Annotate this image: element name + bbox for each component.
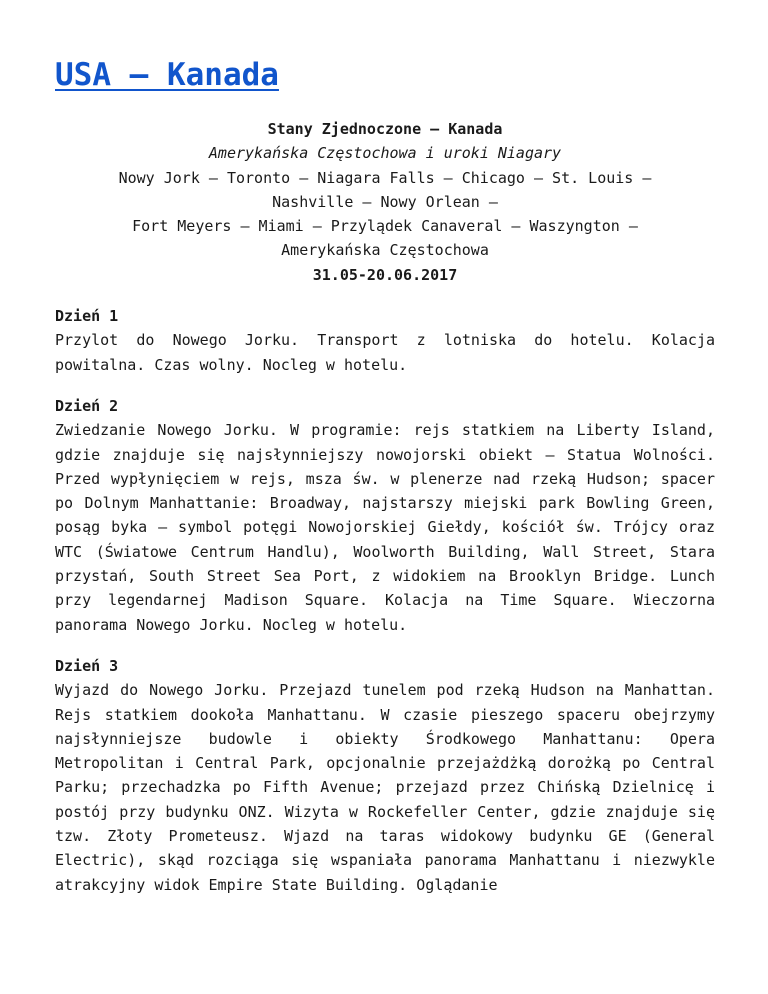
day-title: Dzień 2: [55, 396, 119, 415]
day-title: Dzień 3: [55, 656, 119, 675]
day-section: [55, 304, 715, 377]
day-title: Dzień 1: [55, 307, 119, 326]
document-page: [55, 0, 715, 897]
trip-subtitle: Amerykańska Częstochowa i uroki Niagary: [208, 144, 562, 163]
day-section: [55, 654, 715, 897]
day-description: Zwiedzanie Nowego Jorku. W programie: rejs statkiem na Liberty Island, gdzie znajduje się najsłynniejszy nowojorski obiekt – Statua Wolności. Przed wypłynięciem w rejs, msza św. w plenerze nad rzeką Hudson; spacer po Dolnym Manhattanie: Broadway, najstarszy miejski park Bowling Green, posąg byka – symbol potęgi Nowojorskiej Giełdy, kościół św. Trójcy oraz WTC (Światowe Centrum Handlu), Woolworth Building, Wall Street, Stara przystań, South Street Sea Port, z widokiem na Brooklyn Bridge. Lunch przy legendarnej Madison Square. Kolacja na Time Square. Wieczorna panorama Nowego Jorku. Nocleg w hotelu.: [55, 421, 715, 634]
trip-header: [55, 117, 715, 287]
trip-heading: Stany Zjednoczone – Kanada: [267, 120, 503, 138]
route-line: Amerykańska Częstochowa: [281, 241, 489, 260]
page-title-link[interactable]: USA – Kanada: [55, 57, 279, 93]
route-line: Fort Meyers – Miami – Przylądek Canaveral – Waszyngton –: [132, 217, 638, 236]
day-description: Przylot do Nowego Jorku. Transport z lotniska do hotelu. Kolacja powitalna. Czas wolny. Nocleg w hotelu.: [55, 331, 715, 374]
day-section: [55, 394, 715, 637]
day-description: Wyjazd do Nowego Jorku. Przejazd tunelem pod rzeką Hudson na Manhattan. Rejs statkiem dookoła Manhattanu. W czasie pieszego spaceru obejrzymy najsłynniejsze budowle i obiekty Środkowego Manhattanu: Opera Metropolitan i Central Park, opcjonalnie przejażdżką dorożką po Central Parku; przechadzka po Fifth Avenue; przejazd przez Chińską Dzielnicę i postój przy budynku ONZ. Wizyta w Rockefeller Center, gdzie znajduje się tzw. Złoty Prometeusz. Wjazd na taras widokowy budynku GE (General Electric), skąd rozciąga się wspaniała panorama Manhattanu i niezwykle atrakcyjny widok Empire State Building. Oglądanie: [55, 681, 715, 894]
route-line: Nowy Jork – Toronto – Niagara Falls – Chicago – St. Louis –: [118, 168, 652, 187]
route-line: Nashville – Nowy Orlean –: [272, 192, 498, 211]
trip-dates: 31.05-20.06.2017: [312, 265, 458, 284]
